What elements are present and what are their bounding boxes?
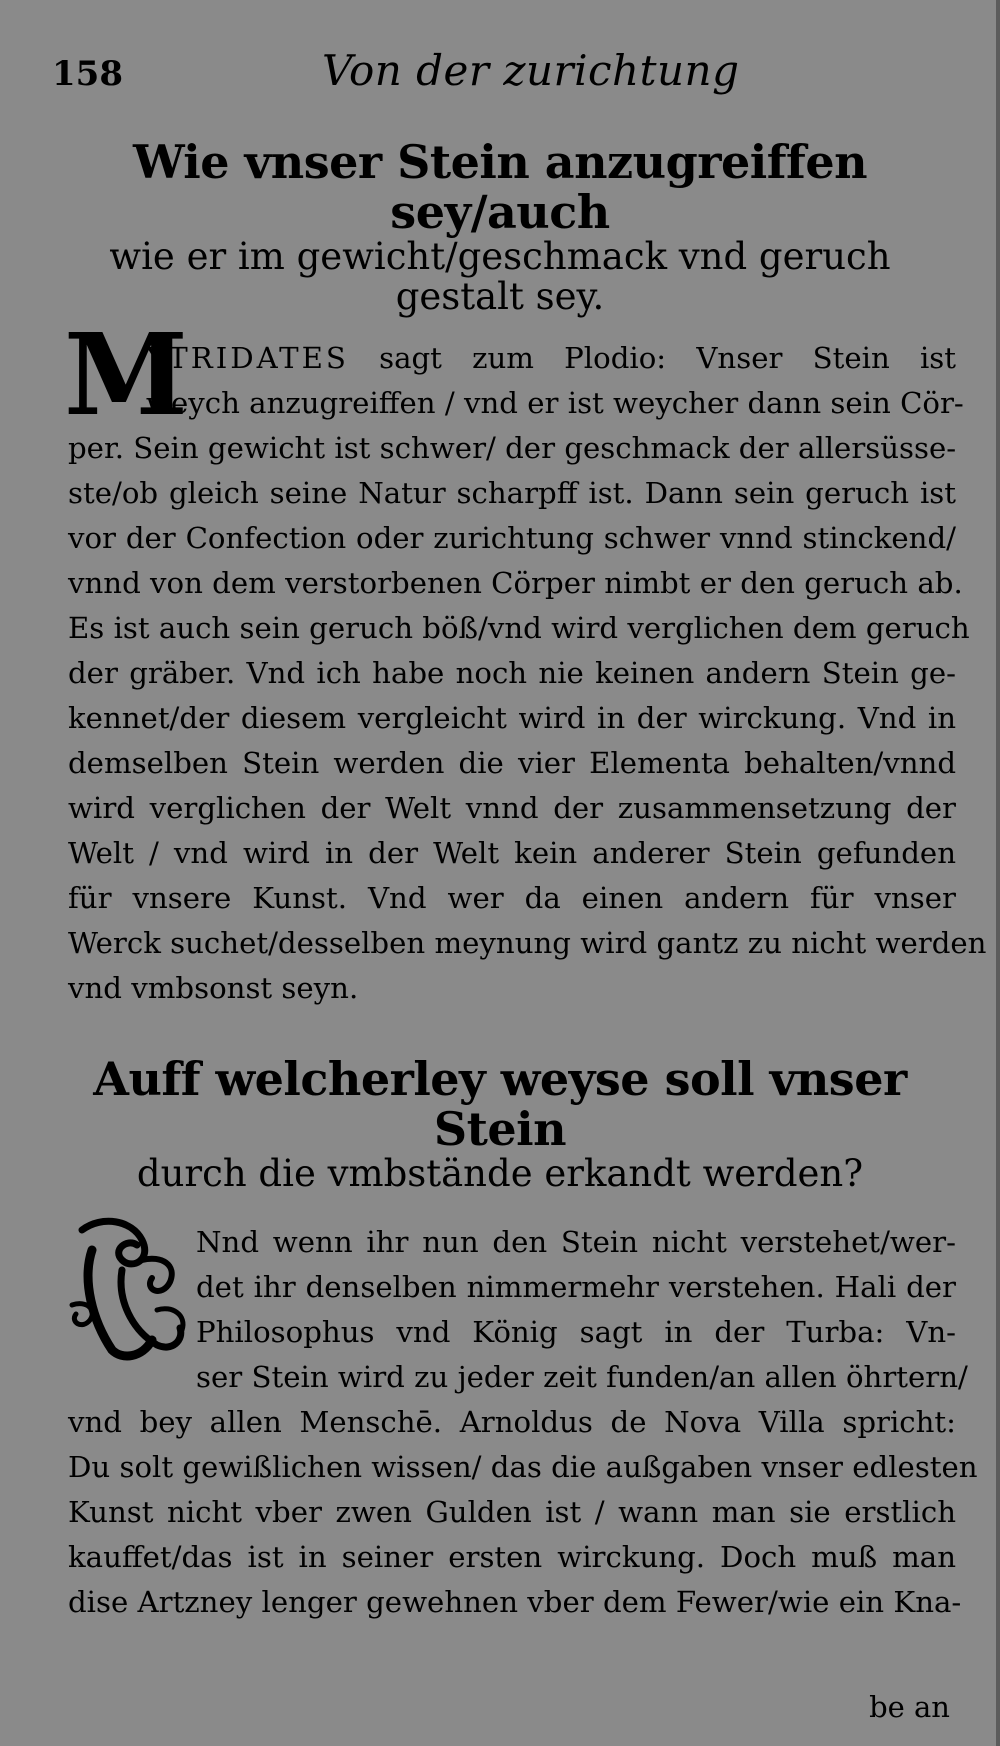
text-line: per. Sein gewicht ist schwer/ der geschmack der allersüsse- bbox=[68, 431, 957, 465]
page-header bbox=[52, 42, 932, 102]
text-line: kennet/der diesem vergleicht wird in der wirckung. Vnd in bbox=[68, 701, 956, 735]
text-line: kauffet/das ist in seiner ersten wirckung. Doch muß man bbox=[68, 1540, 956, 1574]
text-line: vnd vmbsonst seyn. bbox=[68, 971, 359, 1005]
heading-line: Auff welcherley weyse soll vnser Stein bbox=[93, 1052, 907, 1156]
heading-line: durch die vmbstände erkandt werden? bbox=[136, 1152, 864, 1196]
text-line: weych anzugreiffen / vnd er ist weycher dann sein Cör- bbox=[146, 386, 964, 420]
paragraph-1 bbox=[68, 336, 987, 1011]
text-line: Kunst nicht vber zwen Gulden ist / wann man sie erstlich bbox=[68, 1495, 956, 1529]
section-heading-2 bbox=[60, 1052, 940, 1196]
heading-line: Wie vnser Stein anzugreiffen sey/auch bbox=[132, 135, 868, 239]
heading-line: gestalt sey. bbox=[395, 275, 605, 319]
text-line: Welt / vnd wird in der Welt kein anderer Stein gefunden bbox=[68, 836, 956, 870]
text-line: ste/ob gleich seine Natur scharpff ist. Dann sein geruch ist bbox=[68, 476, 956, 510]
text-line: wird verglichen der Welt vnnd der zusammensetzung der bbox=[68, 791, 956, 825]
text-line: Werck suchet/desselben meynung wird gantz zu nicht werden bbox=[68, 926, 987, 960]
text-line: det ihr denselben nimmermehr verstehen. Hali der bbox=[196, 1270, 956, 1304]
text-line: demselben Stein werden die vier Elementa behalten/vnnd bbox=[68, 746, 956, 780]
text-line: Du solt gewißlichen wissen/ das die außgaben vnser edlesten bbox=[68, 1450, 978, 1484]
text-line bbox=[68, 336, 956, 381]
text-line: der gräber. Vnd ich habe noch nie keinen andern Stein ge- bbox=[68, 656, 956, 690]
text-line: vor der Confection oder zurichtung schwer vnnd stinckend/ bbox=[68, 521, 956, 555]
catchword: be an bbox=[869, 1690, 950, 1724]
section-heading-1 bbox=[60, 135, 940, 319]
drop-cap-m: M bbox=[64, 310, 188, 441]
text-line: ser Stein wird zu jeder zeit funden/an allen öhrtern/ bbox=[196, 1360, 968, 1394]
text-line-content: sagt zum Plodio: Vnser Stein ist bbox=[379, 341, 956, 375]
text-line: dise Artzney lenger gewehnen vber dem Fewer/wie ein Kna- bbox=[68, 1585, 962, 1619]
text-line: Philosophus vnd König sagt in der Turba: Vn- bbox=[196, 1315, 956, 1349]
text-line: vnd bey allen Menschē. Arnoldus de Nova Villa spricht: bbox=[68, 1405, 956, 1439]
heading-line: wie er im gewicht/geschmack vnd geruch bbox=[109, 235, 891, 279]
paragraph-2 bbox=[68, 1220, 978, 1625]
page-number: 158 bbox=[52, 54, 123, 94]
running-head: Von der zurichtung bbox=[322, 46, 740, 95]
text-line: für vnsere Kunst. Vnd wer da einen andern für vnser bbox=[68, 881, 956, 915]
text-line: Es ist auch sein geruch böß/vnd wird verglichen dem geruch bbox=[68, 611, 970, 645]
page-edge bbox=[996, 0, 1000, 1746]
text-line: vnnd von dem verstorbenen Cörper nimbt er den geruch ab. bbox=[68, 566, 963, 600]
text-line: Nnd wenn ihr nun den Stein nicht verstehet/wer- bbox=[196, 1225, 956, 1259]
first-word: YTRIDATES bbox=[146, 341, 349, 375]
